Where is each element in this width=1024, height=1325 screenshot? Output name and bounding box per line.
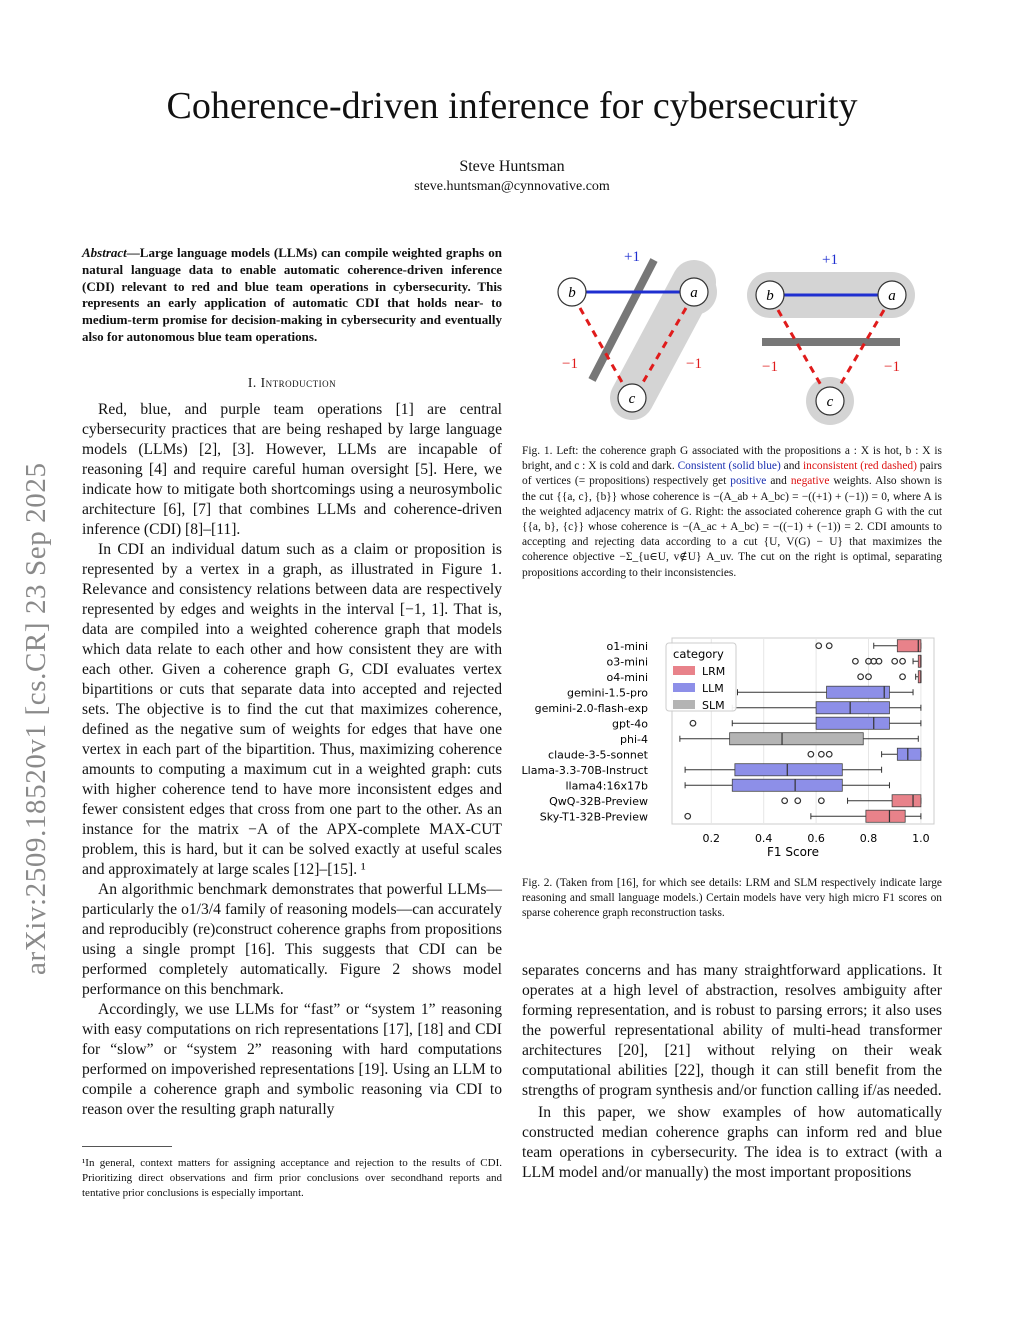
paragraph: In CDI an individual datum such as a claim or proposition is represented by a vertex in a graph, as illustrated in Figure 1. Relevance and consistency relations between data are respectively represented by edges and weights in the interval [−1, 1]. That is, data are compiled into a weighted coherence graph that models which data relate to each other and how consistent they are with each other. Given a coherence graph G, CDI evaluates vertex bipartitions or cuts that separate data into accepted and rejected sets. The objective is to find the cut that maximizes coherence, defined as the negative sum of weights for edges that have one vertex in each part of the bipartition. Thus, maximizing coherence amounts to computing a maximum cut in a weighted graph: cuts with higher coherence tend to have more inconsistent edges and fewer consistent edges that cross from one part to the other. As an instance for the matrix −A of the APX-complete MAX-CUT problem, this is hard, but it can be solved exactly at useful scales and approximately at large scales [12]–[15]. ¹ [82,541,502,878]
iqr-box [827,686,890,698]
x-tick-label: 0.2 [702,832,721,845]
y-tick-label: o1-mini [606,639,648,653]
y-tick-labels [522,640,649,824]
caption-consistent: Consistent (solid blue) [677,460,781,473]
caption-text: pairs of vertices (= propositions) respectively get [522,460,942,488]
positive-weight-label: +1 [624,249,640,265]
iqr-box [866,810,905,822]
paragraph: separates concerns and has many straightforward applications. It operates at a high level of abstraction, resolves ambiguity after forming representation, and is robust to parsing errors; it also uses the powerful representational ability of multi-head transformer architectures [20], [21] without relying on their weak computational abilities [22], though it can still benefit from the strengths of program synthesis and/or function calling if/as needed. [522,962,942,1099]
vertex-label: c [628,391,636,407]
iqr-box [892,795,921,807]
caption-negative: negative [790,475,830,488]
caption-text: weights. Also shown is the cut {{a, c}, {b}} whose coherence is −(A_ab + A_bc) = −((+1) + (−1)) = 0, where A is the weighted adjacency matrix of G. Right: the associated coherence graph G with the cut {{a, b}, {c}} whose coherence is −(A_ac + A_bc) = −((−1) + (−1)) = 2. CDI amounts to accepting and rejecting data according to a cut {U, V(G) − U} that maximizes the coherence objective −Σ_{u∈U, v∉U} A_uv. The cut on the right is optimal, separating propositions according to their inconsistencies. [522,475,942,579]
inconsistent-edge [580,308,623,384]
paragraph: Accordingly, we use LLMs for “fast” or “system 1” reasoning with easy computations on rich representations [17], [18] and CDI for “slow” or “system 2” reasoning with hard computations performed on impoverished representations [19]. Using an LLM to compile a coherence graph and symbolic reasoning via CDI to reason over the resulting graph naturally [82,1001,502,1118]
legend-swatch-lrm [673,666,695,675]
legend-title: category [673,647,724,661]
caption-text: Fig. 1. Left: the coherence graph G associated with the propositions a : X is hot, b : X is bright, and c : X is cold and dark. [522,445,942,473]
x-tick-label: 0.4 [754,832,773,845]
vertex-label: a [888,288,896,304]
y-tick-label: phi-4 [620,732,648,746]
paragraph: Red, blue, and purple team operations [1] are central cybersecurity practices that are being reshaped by large language models (LLMs) [2], [3]. However, LLMs are incapable of reasoning [4] and require careful human oversight [5]. Here, we indicate how to mitigate both shortcomings using a neurosymbolic architecture [6], [7] that combines LLMs and coherence-driven inference (CDI) [8]–[11]. [82,401,502,538]
y-tick-label: QwQ-32B-Preview [549,794,648,808]
y-tick-label: gemini-1.5-pro [567,686,648,700]
abstract [82,245,502,346]
x-tick-label: 1.0 [912,832,930,845]
negative-weight-label: −1 [562,356,578,372]
y-tick-label: Llama-3.3-70B-Instruct [521,763,648,777]
footnote-rule [82,1146,172,1147]
y-tick-label: gemini-2.0-flash-exp [534,701,648,715]
iqr-box [732,779,842,791]
x-tick-label: 0.8 [859,832,878,845]
figure-2-caption: Fig. 2. (Taken from [16], for which see details: LRM and SLM respectively indicate large reasoning and small language models.) Certain models have very high micro F1 scores on sparse coherence graph reconstruction tasks. [522,877,942,920]
legend-entry: LRM [702,665,726,678]
y-tick-label: claude-3-5-sonnet [548,748,648,762]
inconsistent-edge [839,310,884,387]
inconsistent-edge [778,310,822,387]
y-tick-label: o3-mini [606,655,648,669]
footnote: ¹In general, context matters for assigning acceptance and rejection to the results of CDI. Prioritizing direct observations and firm prior conclusions over secondhand reports and tentative prior conclusions is especially important. [82,1157,502,1199]
y-tick-label: gpt-4o [612,717,648,731]
x-axis-label: F1 Score [767,845,819,859]
iqr-box [816,717,889,729]
fig1-left-graph [558,249,717,412]
legend-swatch-slm [673,700,695,709]
figure-1 [530,238,930,428]
caption-text: and [783,460,801,473]
legend-swatch-llm [673,683,695,692]
left-column [82,400,502,1120]
iqr-box [730,733,864,745]
author-name: Steve Huntsman [459,158,565,175]
x-tick-label: 0.6 [807,832,825,845]
figure-2-boxplot [520,636,940,861]
iqr-box [897,640,921,652]
legend [666,643,736,712]
vertex-label: b [568,285,576,301]
figure-1-caption [522,444,942,581]
section-heading [82,375,502,391]
y-tick-label: o4-mini [606,670,648,684]
right-column [522,961,942,1185]
negative-weight-label: −1 [762,359,778,375]
paragraph: An algorithmic benchmark demonstrates that powerful LLMs—particularly the o1/3/4 family of reasoning models—can accurately and reproducibly (re)construct coherence graphs from propositions using a single prompt [16]. This suggests that CDI can be performed completely automatically. Figure 2 shows model performance on this benchmark. [82,881,502,998]
iqr-box [735,764,842,776]
legend-entry: SLM [702,699,725,712]
vertex-label: c [826,394,834,410]
caption-inconsistent: inconsistent (red dashed) [802,460,917,473]
caption-positive: positive [730,475,767,488]
fig1-right-graph [756,252,906,425]
paper-title: Coherence-driven inference for cybersecurity [166,85,858,127]
y-tick-label: Sky-T1-32B-Preview [539,810,648,824]
iqr-box [897,748,921,760]
abstract-label: Abstract [82,245,127,260]
section-title: Introduction [260,375,337,390]
iqr-box [816,702,889,714]
positive-weight-label: +1 [822,252,838,268]
vertex-label: b [766,288,774,304]
x-tick-labels [703,832,930,845]
author-email[interactable]: steve.huntsman@cynnovative.com [414,179,610,194]
arxiv-identifier: arXiv:2509.18520v1 [cs.CR] 23 Sep 2025 [20,462,52,975]
vertex-label: a [690,285,698,301]
caption-text: and [770,475,787,488]
legend-entry: LLM [702,682,724,695]
y-tick-label: llama4:16x17b [565,779,648,793]
negative-weight-label: −1 [686,356,702,372]
negative-weight-label: −1 [884,359,900,375]
paragraph: In this paper, we show examples of how automatically constructed median coherence graphs can inform red and blue team operations in cybersecurity. The idea is to extract (with a LLM model and/or manually) the most important propositions [522,1104,942,1181]
section-number: I. [247,375,257,390]
abstract-text: —Large language models (LLMs) can compile weighted graphs on natural language data to enable automatic coherence-driven inference (CDI) relevant to red and blue team operations in cybersecurity. This represents an early application of automatic CDI that holds near- to medium-term promise for decision-making in cybersecurity and eventually also for autonomous blue team operations. [82,245,502,344]
